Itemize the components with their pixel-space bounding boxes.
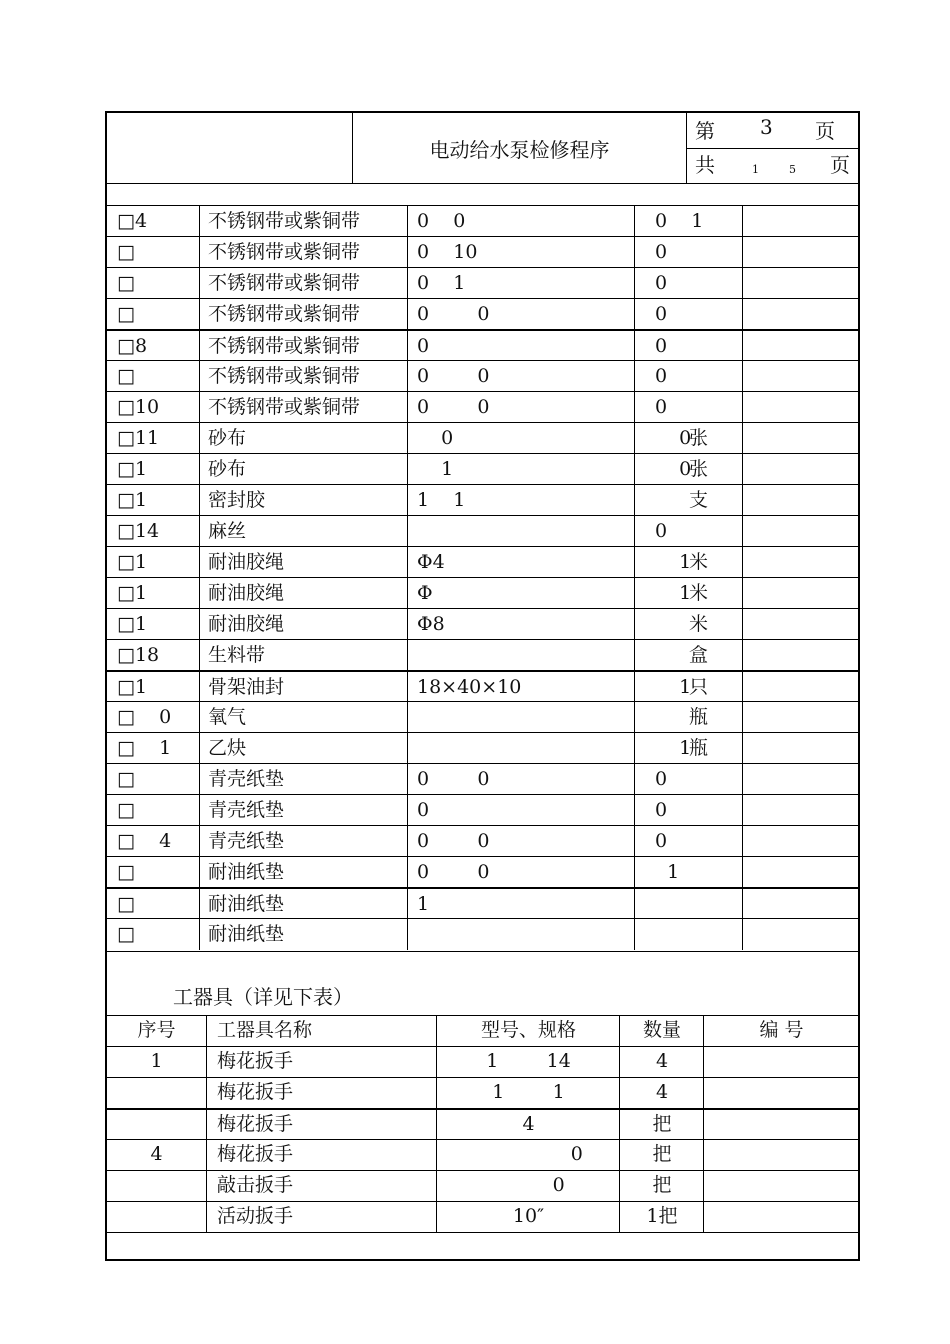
material-spec: 0 0 — [407, 392, 634, 423]
total-label: 共 — [695, 153, 715, 177]
material-name: 不锈钢带或紫铜带 — [199, 237, 405, 268]
material-spec: 0 0 — [407, 299, 634, 330]
tool-code — [703, 1110, 859, 1141]
material-spec: 0 10 — [407, 237, 634, 268]
material-note — [742, 889, 859, 920]
material-seq: □ — [117, 303, 135, 325]
material-row — [107, 546, 858, 578]
tools-caption: 工器具（详见下表） — [173, 985, 353, 1009]
material-name: 耐油纸垫 — [199, 857, 405, 888]
material-qty: 1 — [634, 672, 742, 703]
tool-row — [107, 1170, 858, 1202]
material-note — [742, 795, 859, 826]
document-header — [107, 113, 858, 184]
material-qty: 0 — [634, 423, 742, 454]
material-qty: 0 1 — [634, 206, 742, 237]
material-seq: □ 0 — [117, 706, 172, 728]
material-spec: 0 1 — [407, 268, 634, 299]
tool-name: 梅花扳手 — [206, 1140, 436, 1171]
material-unit: 张 — [689, 458, 709, 480]
material-row — [107, 794, 858, 826]
material-seq: □1 — [117, 551, 148, 573]
material-seq: □ — [117, 923, 135, 945]
material-unit: 米 — [689, 613, 709, 635]
material-unit: 盒 — [689, 644, 709, 666]
material-seq: □1 — [117, 613, 148, 635]
material-unit: 张 — [689, 427, 709, 449]
material-qty: 0 — [634, 392, 742, 423]
material-row — [107, 887, 858, 920]
material-row — [107, 670, 858, 703]
material-spec — [407, 702, 634, 733]
material-qty — [634, 609, 742, 640]
material-spec — [407, 733, 634, 764]
material-spec: 0 0 — [407, 764, 634, 795]
tool-qty: 4 — [619, 1047, 704, 1078]
col-header-code: 编 号 — [703, 1016, 859, 1047]
material-note — [742, 578, 859, 609]
material-spec: 0 0 — [407, 826, 634, 857]
material-name: 砂布 — [199, 454, 405, 485]
material-seq: □ — [117, 799, 135, 821]
material-note — [742, 268, 859, 299]
material-qty — [634, 485, 742, 516]
material-seq: □ — [117, 272, 135, 294]
tool-qty: 把 — [619, 1140, 704, 1171]
material-seq: □18 — [117, 644, 160, 666]
material-unit: 瓶 — [689, 737, 709, 759]
page-unit: 页 — [815, 119, 835, 143]
tool-spec: 0 — [436, 1140, 620, 1171]
material-note — [742, 331, 859, 362]
material-row — [107, 329, 858, 362]
material-qty: 0 — [634, 826, 742, 857]
material-unit: 米 — [689, 582, 709, 604]
col-header-seq: 序号 — [137, 1019, 176, 1041]
material-qty: 0 — [634, 795, 742, 826]
material-row — [107, 701, 858, 733]
tool-seq — [107, 1078, 206, 1109]
material-spec: 0 — [407, 795, 634, 826]
material-qty: 0 — [634, 299, 742, 330]
material-note — [742, 919, 859, 950]
page-number-cell — [687, 113, 858, 149]
tool-seq — [107, 1110, 206, 1141]
material-qty — [634, 702, 742, 733]
material-note — [742, 454, 859, 485]
total-unit: 页 — [830, 153, 850, 177]
tool-row — [107, 1108, 858, 1141]
material-seq: □4 — [117, 210, 148, 232]
tool-qty: 把 — [619, 1110, 704, 1141]
tool-seq: 4 — [150, 1143, 163, 1165]
material-qty: 0 — [634, 237, 742, 268]
tool-row — [107, 1139, 858, 1171]
total-digit-2: 5 — [789, 163, 796, 176]
col-header-qty: 数量 — [619, 1016, 704, 1047]
tool-name: 活动扳手 — [206, 1202, 436, 1233]
total-pages-cell — [687, 149, 858, 183]
tools-header-row — [107, 1015, 858, 1047]
material-qty — [634, 889, 742, 920]
material-seq: □14 — [117, 520, 160, 542]
material-spec: 0 — [407, 331, 634, 362]
material-row — [107, 391, 858, 423]
tool-qty: 把 — [619, 1171, 704, 1202]
material-name: 骨架油封 — [199, 672, 405, 703]
tool-seq — [107, 1202, 206, 1233]
material-note — [742, 423, 859, 454]
tool-seq: 1 — [150, 1050, 163, 1072]
material-note — [742, 485, 859, 516]
material-seq: □ — [117, 768, 135, 790]
material-seq: □1 — [117, 489, 148, 511]
material-seq: □11 — [117, 427, 160, 449]
material-name: 耐油胶绳 — [199, 609, 405, 640]
material-name: 不锈钢带或紫铜带 — [199, 299, 405, 330]
material-name: 耐油胶绳 — [199, 578, 405, 609]
material-seq: □8 — [117, 335, 148, 357]
material-name: 耐油纸垫 — [199, 919, 405, 950]
col-header-spec: 型号、规格 — [436, 1016, 620, 1047]
material-qty — [634, 919, 742, 950]
material-row — [107, 732, 858, 764]
material-note — [742, 826, 859, 857]
material-row — [107, 236, 858, 268]
material-qty: 0 — [634, 454, 742, 485]
tool-code — [703, 1140, 859, 1171]
tool-spec: 1 1 — [436, 1078, 620, 1109]
material-name: 麻丝 — [199, 516, 405, 547]
material-unit: 米 — [689, 551, 709, 573]
tool-name: 梅花扳手 — [206, 1047, 436, 1078]
material-name: 耐油胶绳 — [199, 547, 405, 578]
page-label: 第 — [695, 119, 715, 143]
material-spec: Φ4 — [407, 547, 634, 578]
material-name: 生料带 — [199, 640, 405, 671]
document-title: 电动给水泵检修程序 — [353, 113, 687, 183]
tool-code — [703, 1078, 859, 1109]
tool-spec: 4 — [436, 1110, 620, 1141]
material-row — [107, 639, 858, 671]
material-note — [742, 733, 859, 764]
material-spec: Φ8 — [407, 609, 634, 640]
tool-code — [703, 1202, 859, 1233]
tool-code — [703, 1047, 859, 1078]
materials-table-bottom-rule — [107, 951, 858, 952]
tool-code — [703, 1171, 859, 1202]
material-qty: 1 — [634, 733, 742, 764]
material-row — [107, 577, 858, 609]
total-digit-1: 1 — [752, 163, 759, 176]
tool-row — [107, 1201, 858, 1233]
material-name: 不锈钢带或紫铜带 — [199, 268, 405, 299]
material-row — [107, 298, 858, 330]
material-name: 乙炔 — [199, 733, 405, 764]
material-seq: □1 — [117, 582, 148, 604]
material-spec: 0 0 — [407, 361, 634, 392]
material-unit: 支 — [689, 489, 709, 511]
material-qty: 1 — [634, 547, 742, 578]
tool-qty: 4 — [619, 1078, 704, 1109]
material-qty — [634, 640, 742, 671]
material-note — [742, 764, 859, 795]
material-seq: □ 4 — [117, 830, 172, 852]
tool-spec: 10″ — [436, 1202, 620, 1233]
material-seq: □ 1 — [117, 737, 172, 759]
material-seq: □ — [117, 365, 135, 387]
material-spec: 18×40×10 — [407, 672, 634, 703]
material-note — [742, 516, 859, 547]
material-name: 砂布 — [199, 423, 405, 454]
material-name: 不锈钢带或紫铜带 — [199, 361, 405, 392]
material-note — [742, 547, 859, 578]
material-note — [742, 237, 859, 268]
material-seq: □1 — [117, 458, 148, 480]
material-unit: 只 — [689, 676, 709, 698]
header-blank-cell — [107, 113, 353, 183]
material-row — [107, 856, 858, 888]
material-row — [107, 360, 858, 392]
material-row — [107, 422, 858, 454]
material-spec: 1 — [407, 454, 634, 485]
material-row — [107, 825, 858, 857]
material-row — [107, 267, 858, 299]
material-spec: 1 1 — [407, 485, 634, 516]
material-row — [107, 205, 858, 237]
material-name: 青壳纸垫 — [199, 795, 405, 826]
material-qty: 0 — [634, 331, 742, 362]
material-qty: 1 — [634, 857, 742, 888]
material-spec — [407, 919, 634, 950]
material-qty: 0 — [634, 516, 742, 547]
material-qty: 0 — [634, 764, 742, 795]
material-name: 不锈钢带或紫铜带 — [199, 392, 405, 423]
tool-row — [107, 1077, 858, 1109]
tool-name: 梅花扳手 — [206, 1078, 436, 1109]
material-note — [742, 299, 859, 330]
material-spec: 1 — [407, 889, 634, 920]
material-seq: □ — [117, 893, 135, 915]
material-spec: 0 0 — [407, 206, 634, 237]
tools-table-bottom-rule — [107, 1232, 858, 1233]
material-seq: □10 — [117, 396, 160, 418]
material-name: 不锈钢带或紫铜带 — [199, 331, 405, 362]
material-row — [107, 763, 858, 795]
material-name: 密封胶 — [199, 485, 405, 516]
material-row — [107, 918, 858, 950]
material-name: 不锈钢带或紫铜带 — [199, 206, 405, 237]
page-number: 3 — [760, 115, 773, 139]
tool-spec: 1 14 — [436, 1047, 620, 1078]
material-unit: 瓶 — [689, 706, 709, 728]
document-frame — [105, 111, 860, 1261]
tool-name: 敲击扳手 — [206, 1171, 436, 1202]
material-note — [742, 361, 859, 392]
material-name: 氧气 — [199, 702, 405, 733]
material-qty: 1 — [634, 578, 742, 609]
tool-row — [107, 1046, 858, 1078]
material-name: 青壳纸垫 — [199, 826, 405, 857]
material-spec: Φ — [407, 578, 634, 609]
tool-name: 梅花扳手 — [206, 1110, 436, 1141]
material-spec — [407, 640, 634, 671]
material-name: 青壳纸垫 — [199, 764, 405, 795]
material-spec: 0 — [407, 423, 634, 454]
material-note — [742, 857, 859, 888]
material-note — [742, 609, 859, 640]
material-row — [107, 515, 858, 547]
material-note — [742, 392, 859, 423]
material-row — [107, 484, 858, 516]
material-name: 耐油纸垫 — [199, 889, 405, 920]
material-seq: □ — [117, 241, 135, 263]
material-spec: 0 0 — [407, 857, 634, 888]
material-seq: □ — [117, 861, 135, 883]
material-note — [742, 672, 859, 703]
material-seq: □1 — [117, 676, 148, 698]
material-qty: 0 — [634, 361, 742, 392]
tool-spec: 0 — [436, 1171, 620, 1202]
material-note — [742, 702, 859, 733]
material-note — [742, 640, 859, 671]
material-note — [742, 206, 859, 237]
material-row — [107, 453, 858, 485]
material-spec — [407, 516, 634, 547]
material-row — [107, 608, 858, 640]
tool-seq — [107, 1171, 206, 1202]
material-qty: 0 — [634, 268, 742, 299]
col-header-name: 工器具名称 — [206, 1016, 436, 1047]
tool-qty: 1把 — [619, 1202, 704, 1233]
